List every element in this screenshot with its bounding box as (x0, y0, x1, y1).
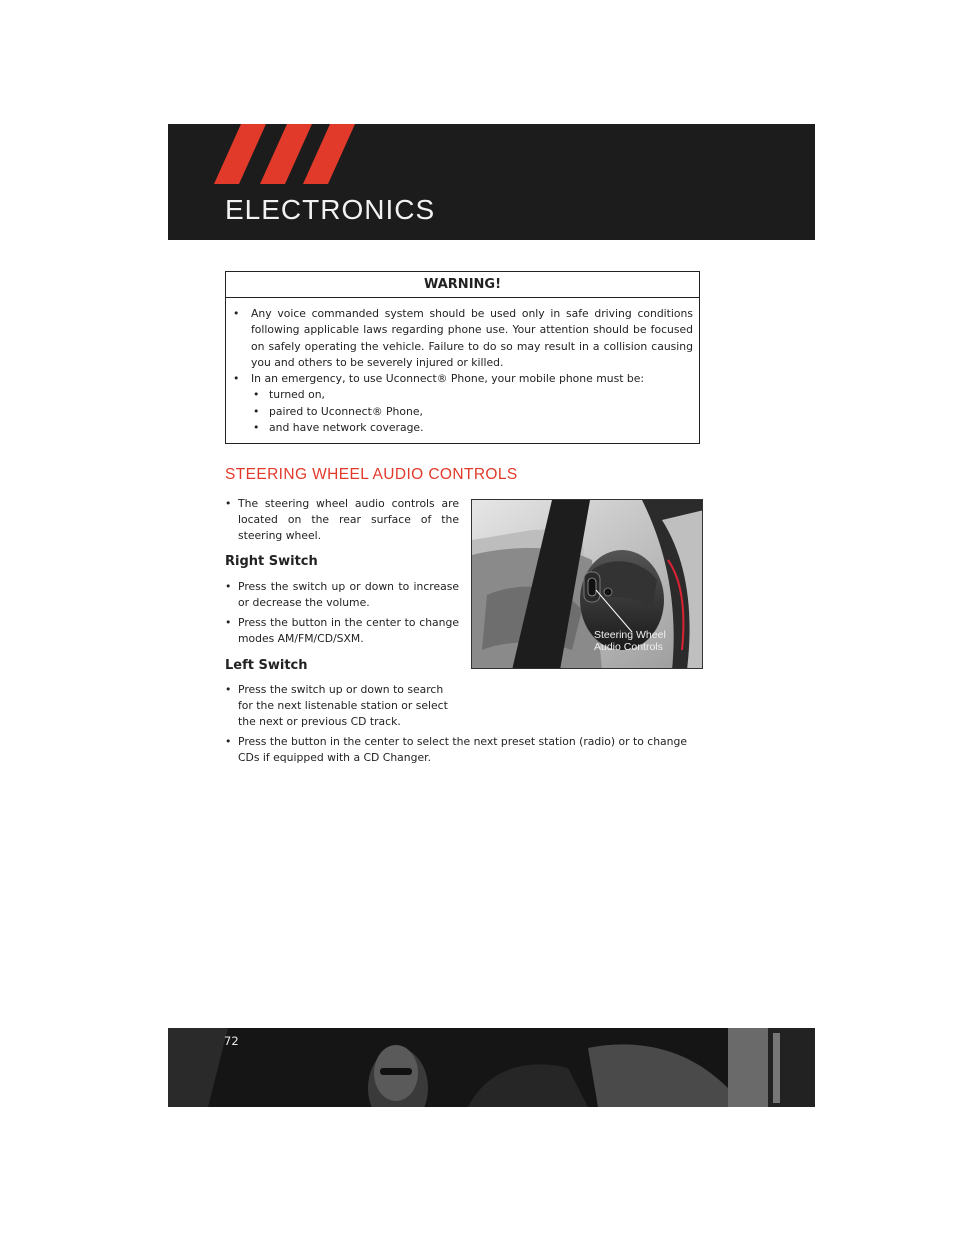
warning-subitem: • turned on, (251, 387, 693, 403)
warning-item: • In an emergency, to use Uconnect® Phone, your mobile phone must be: (226, 371, 693, 387)
photo-caption-line-2: Audio Controls (594, 640, 663, 653)
steering-wheel-photo (471, 499, 703, 669)
intro-list (225, 496, 459, 548)
left-switch-title: Left Switch (225, 658, 308, 673)
right-switch-list (225, 579, 459, 651)
photo-caption-line-1: Steering Wheel (594, 629, 666, 641)
warning-box (225, 271, 700, 444)
right-switch-title: Right Switch (225, 554, 318, 569)
right-switch-item: • Press the switch up or down to increase or decrease the volume. (225, 579, 459, 611)
warning-list (226, 298, 699, 436)
warning-subitem: • and have network coverage. (251, 420, 693, 436)
steering-wheel-illustration (472, 500, 703, 669)
section-title: ELECTRONICS (225, 194, 436, 225)
brand-stripes-icon (168, 124, 368, 184)
right-switch-item: • Press the button in the center to change modes AM/FM/CD/SXM. (225, 615, 459, 647)
left-switch-item-text: Press the switch up or down to search for the next listenable station or select the next or previous CD track. (238, 683, 448, 728)
stripe-3 (303, 124, 355, 184)
left-switch-list (225, 682, 705, 770)
left-switch-item (225, 682, 705, 730)
stripe-2 (260, 124, 312, 184)
warning-sublist (251, 387, 693, 436)
section-heading: STEERING WHEEL AUDIO CONTROLS (225, 466, 518, 483)
warning-item: • Any voice commanded system should be used only in safe driving conditions following applicable laws regarding phone use. Your attention should be focused on safely operating the vehicle. Failure to do so may result in a collision causing you and others to be severely injured or killed. (226, 306, 693, 371)
warning-subitems (226, 387, 693, 436)
section-header (168, 124, 815, 240)
intro-item: • The steering wheel audio controls are located on the rear surface of the steering wheel. (225, 496, 459, 544)
stripe-1 (214, 124, 266, 184)
page-number: 72 (224, 1034, 239, 1048)
page-footer (168, 1028, 815, 1107)
left-switch-item: • Press the button in the center to select the next preset station (radio) or to change CDs if equipped with a CD Changer. (225, 734, 705, 766)
photo-caption (594, 630, 666, 653)
warning-title: WARNING! (226, 272, 699, 298)
warning-subitem: • paired to Uconnect® Phone, (251, 404, 693, 420)
footer-photo (168, 1028, 815, 1107)
